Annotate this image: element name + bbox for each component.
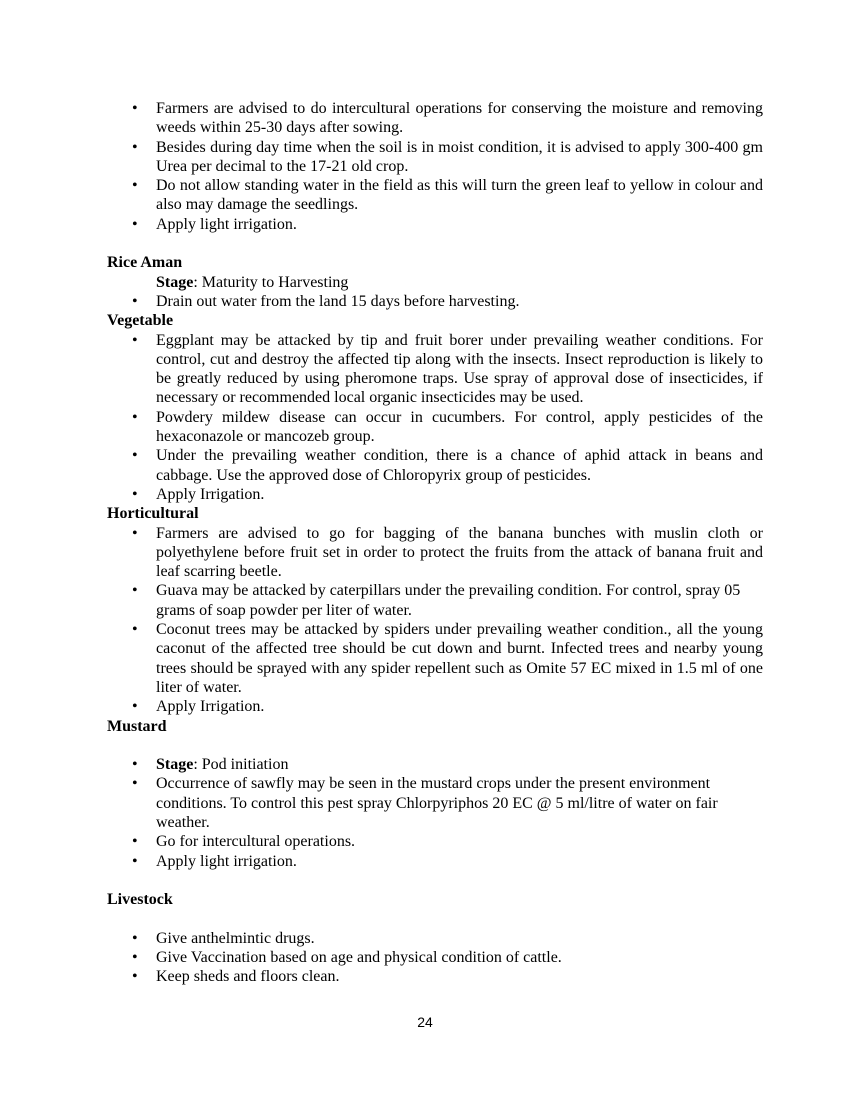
rice-aman-bullet-list [107,292,763,311]
rice-aman-stage [107,273,763,292]
list-item: • Guava may be attacked by caterpillars under the prevailing condition. For control, spray 05 grams of soap powder per liter of water. [107,581,763,620]
list-item: • Coconut trees may be attacked by spiders under prevailing weather condition., all the young caconut of the affected tree should be cut down and burnt. Infected trees and nearby young trees should be sprayed with any spider repellent such as Omite 57 EC mixed in 1.5 ml of one liter of water. [107,620,763,697]
horticultural-bullet-list [107,524,763,717]
list-item: • Drain out water from the land 15 days before harvesting. [107,292,763,311]
list-item: • Apply Irrigation. [107,697,763,716]
stage-label: Stage [156,756,194,774]
page-number: 24 [417,1014,433,1030]
document-body [107,99,763,987]
list-item: • Under the prevailing weather condition, there is a chance of aphid attack in beans and cabbage. Use the approved dose of Chloropyrix group of pesticides. [107,446,763,485]
list-item: • Powdery mildew disease can occur in cucumbers. For control, apply pesticides of the hexaconazole or mancozeb group. [107,408,763,447]
list-item [107,755,763,774]
stage-value: : Pod initiation [193,756,289,774]
vegetable-bullet-list [107,331,763,505]
livestock-heading: Livestock [107,891,173,909]
rice-aman-heading: Rice Aman [107,254,183,272]
vegetable-heading: Vegetable [107,312,174,330]
list-item: • Give anthelmintic drugs. [107,929,763,948]
horticultural-heading: Horticultural [107,505,199,523]
list-item: • Give Vaccination based on age and physical condition of cattle. [107,948,763,967]
list-item: • Apply light irrigation. [107,215,763,234]
spacer [107,909,763,928]
list-item: • Apply Irrigation. [107,485,763,504]
list-item: • Occurrence of sawfly may be seen in the mustard crops under the present environment conditions. To control this pest spray Chlorpyriphos 20 EC @ 5 ml/litre of water on fair weather. [107,774,763,832]
list-item: • Apply light irrigation. [107,852,763,871]
stage-label: Stage [156,273,194,291]
mustard-bullet-list [107,755,763,871]
list-item: • Besides during day time when the soil is in moist condition, it is advised to apply 300-400 gm Urea per decimal to the 17-21 old crop. [107,138,763,177]
intro-bullet-list [107,99,763,234]
livestock-bullet-list [107,929,763,987]
spacer [107,871,763,890]
list-item: • Farmers are advised to do intercultural operations for conserving the moisture and removing weeds within 25-30 days after sowing. [107,99,763,138]
list-item: • Do not allow standing water in the field as this will turn the green leaf to yellow in colour and also may damage the seedlings. [107,176,763,215]
list-item: • Farmers are advised to go for bagging of the banana bunches with muslin cloth or polyethylene before fruit set in order to protect the fruits from the attack of banana fruit and leaf scarring beetle. [107,524,763,582]
list-item: • Keep sheds and floors clean. [107,967,763,986]
stage-value: : Maturity to Harvesting [193,273,349,291]
list-item: • Eggplant may be attacked by tip and fruit borer under prevailing weather conditions. For control, cut and destroy the affected tip along with the insects. Insect reproduction is likely to be greatly reduced by using pheromone traps. Use spray of approval dose of insecticides, if necessary or recommended local organic insecticides may be used. [107,331,763,408]
spacer [107,234,763,253]
list-item: • Go for intercultural operations. [107,832,763,851]
mustard-heading: Mustard [107,717,167,735]
spacer [107,736,763,755]
